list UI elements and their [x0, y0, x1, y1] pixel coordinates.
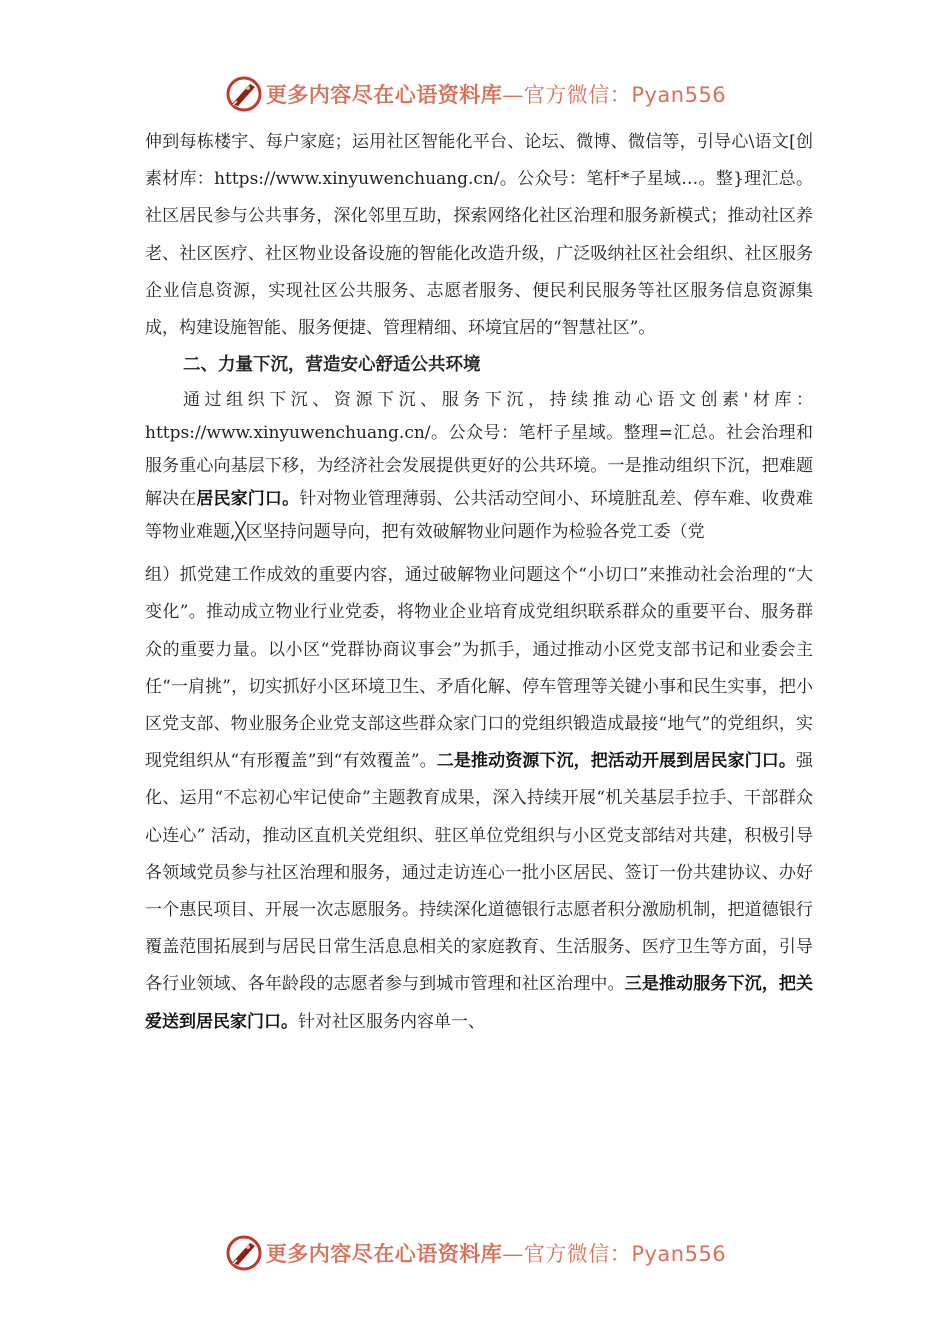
footer-banner-inner — [224, 1233, 726, 1273]
paragraph-2-bold: 居民家门口。 — [196, 489, 300, 510]
banner-text — [266, 79, 726, 109]
paragraph-3-text-c: 针对社区服务内容单一、 — [298, 1011, 485, 1032]
paragraph-2-text-b: 针对物业管理薄弱、公共活动空间小、环境脏乱差、停车难、收费难等物业难题,╳区坚持问题导向，把有效破解物业问题作为检验各党工委（党 — [145, 489, 814, 543]
footer-banner — [0, 1231, 950, 1275]
banner-wechat-id: Pyan556 — [631, 83, 727, 107]
paragraph-3-bold-2: 三是推动服务下沉，把关爱送到居民家门口。 — [145, 974, 814, 1032]
footer-banner-separator-text: —官方微信： — [502, 1242, 632, 1266]
feather-pen-logo-icon — [224, 1233, 264, 1273]
paragraph-1: 伸到每栋楼宇、每户家庭；运用社区智能化平台、论坛、微博、微信等，引导心\语文[创素材库：https://www.xinyuwenchuang.cn/。公众号：笔杆*子星域…。整}理汇总。社区居民参与公共事务，深化邻里互助，探索网络化社区治理和服务新模式；推动社区养老、社区医疗、社区物业设备设施的智能化改造升级，广泛吸纳社区社会组织、社区服务企业信息资源，实现社区公共服务、志愿者服务、便民利民服务等社区服务信息资源集成，构建设施智能、服务便捷、管理精细、环境宜居的“智慧社区”。 — [145, 132, 813, 339]
feather-pen-logo-icon — [224, 74, 264, 114]
banner-separator-text: —官方微信： — [502, 83, 632, 107]
banner-main-text: 更多内容尽在心语资料库 — [265, 82, 503, 107]
paragraph-2 — [145, 384, 813, 549]
footer-banner-main-text: 更多内容尽在心语资料库 — [265, 1241, 503, 1266]
footer-banner-wechat-id: Pyan556 — [631, 1242, 727, 1266]
paragraph-3-text-a: 组）抓党建工作成效的重要内容，通过破解物业问题这个“小切口”来推动社会治理的“大变化”。推动成立物业行业党委，将物业企业培育成党组织联系群众的重要平台、服务群众的重要力量。以小区“党群协商议事会”为抓手，通过推动小区党支部书记和业委会主任“一肩挑”，切实抓好小区环境卫生、矛盾化解、停车管理等关键小事和民生实事，把小区党支部、物业服务企业党支部这些群众家门口的党组织锻造成最接“地气”的党组织，实现党组织从“有形覆盖”到“有效覆盖”。 — [145, 565, 813, 772]
paragraph-3-text-b: 强化、运用“不忘初心牢记使命”主题教育成果，深入持续开展“机关基层手拉手、干部群众心连心” 活动，推动区直机关党组织、驻区单位党组织与小区党支部结对共建，积极引导各领域党员参与社区治理和服务，通过走访连心一批小区居民、签订一份共建协议、办好一个惠民项目、开展一次志愿服务。持续深化道德银行志愿者积分激励机制，把道德银行覆盖范围拓展到与居民日常生活息息相关的家庭教育、生活服务、医疗卫生等方面，引导各行业领域、各年龄段的志愿者参与到城市管理和社区治理中。 — [145, 751, 814, 995]
paragraph-3-bold-1: 二是推动资源下沉，把活动开展到居民家门口。 — [436, 751, 797, 772]
paragraph-gap — [145, 549, 813, 557]
section-heading-2: 二、力量下沉，营造安心舒适公共环境 — [183, 355, 481, 376]
footer-banner-text — [266, 1238, 726, 1268]
paragraph-3 — [145, 557, 813, 1041]
paragraph-2-text-a: 通过组织下沉、资源下沉、服务下沉，持续推动心语文创素'材库：https://www.xinyuwenchuang.cn/。公众号：笔杆子星域。整理=汇总。社会治理和服务重心向基层下移，为经济社会发展提供更好的公共环境。一是推动组织下沉，把难题解决在 — [145, 390, 813, 510]
header-banner — [0, 72, 950, 116]
banner-inner — [224, 74, 726, 114]
document-body — [145, 124, 813, 1041]
